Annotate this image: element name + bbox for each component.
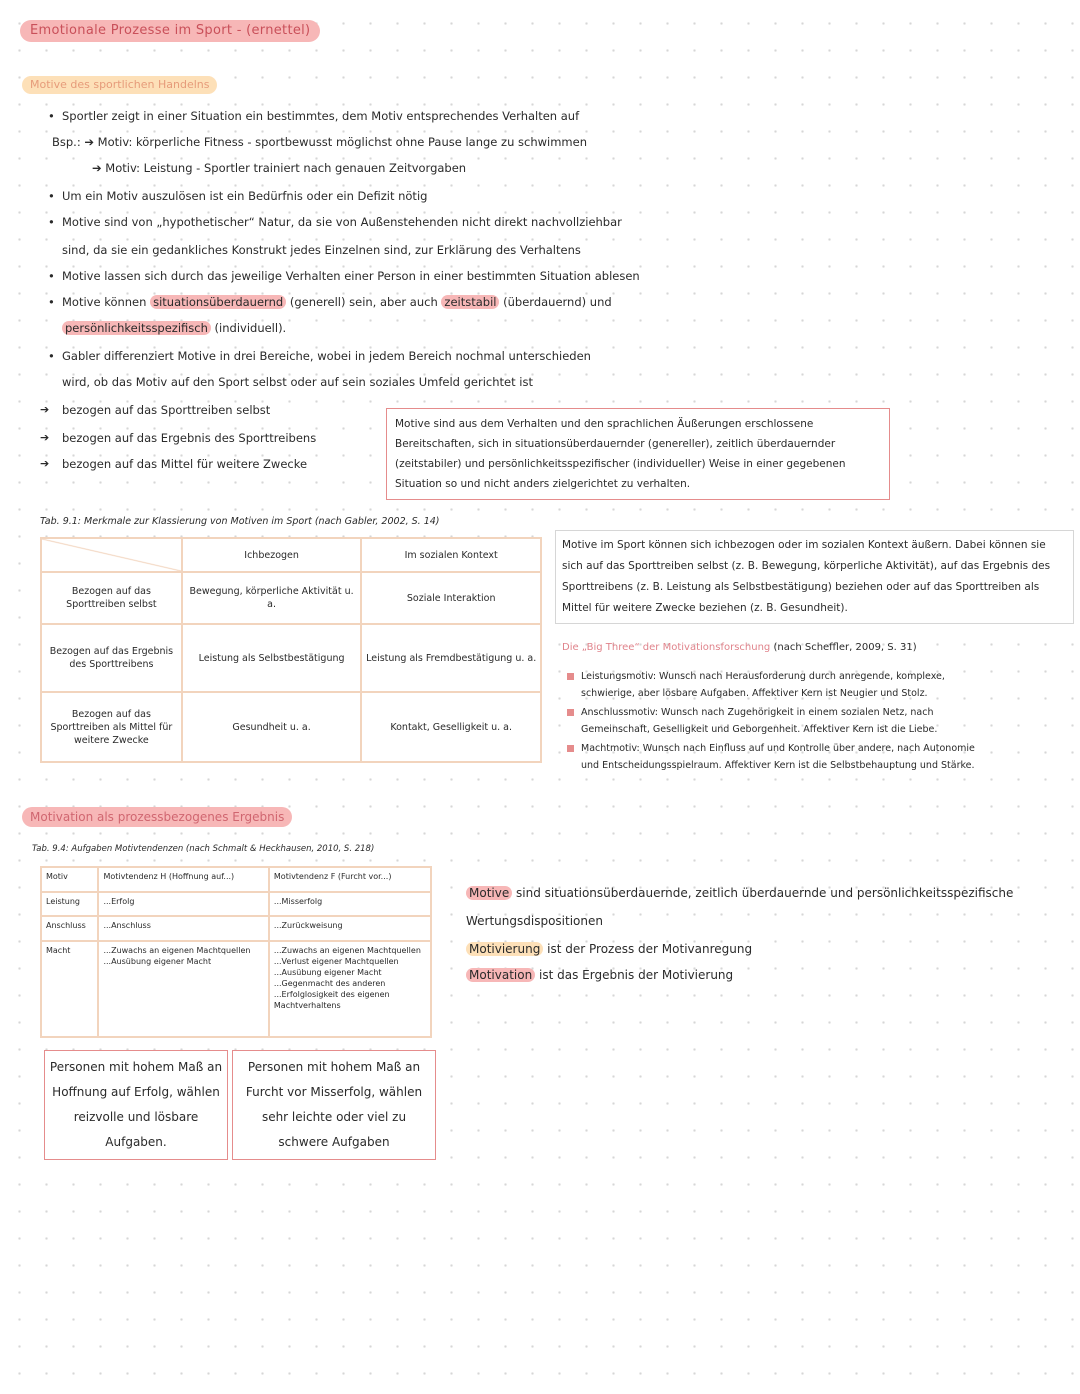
text: (überdauernd) und [503, 295, 612, 309]
big-three-item-leistung: Leistungsmotiv: Wunsch nach Herausforderung durch anregende, komplexe, schwierige, aber lösbare Aufgaben. Affektiver Kern ist Neugier und Stolz. [581, 668, 981, 702]
section-heading-motivation: Motivation als prozessbezogenes Ergebnis [22, 807, 292, 827]
table1-row-label: Bezogen auf das Sporttreiben selbst [41, 572, 182, 624]
term-motivierung: Motivierung [466, 942, 543, 956]
table2-header: Motivtendenz F (Furcht vor...) [269, 867, 431, 892]
example-label: Bsp.: [52, 135, 81, 149]
table1-corner-cell [41, 538, 182, 572]
table2-header: Motivtendenz H (Hoffnung auf...) [98, 867, 268, 892]
note-line: • Motive lassen sich durch das jeweilige Verhalten einer Person in einer bestimmten Situation ablesen [62, 268, 640, 284]
big-three-item-anschluss: Anschlussmotiv: Wunsch nach Zugehörigkeit in einem sozialen Netz, nach Gemeinschaft, Geselligkeit und Geborgenheit. Affektiver Kern ist die Liebe. [581, 704, 981, 738]
table2-motiv: Macht [41, 941, 98, 1037]
table1-caption: Tab. 9.1: Merkmale zur Klassierung von Motiven im Sport (nach Gabler, 2002, S. 14) [40, 516, 440, 527]
fear-of-failure-box: Personen mit hohem Maß an Furcht vor Misserfolg, wählen sehr leichte oder viel zu schwere Aufgaben [232, 1050, 436, 1160]
note-line [62, 294, 612, 310]
page-title: Emotionale Prozesse im Sport - (ernettel) [20, 20, 320, 42]
example-text: Motiv: körperliche Fitness - sportbewusst möglichst ohne Pause lange zu schwimmen [97, 135, 587, 149]
table2-motiv: Anschluss [41, 916, 98, 941]
table2-cell: ...Zuwachs an eigenen Machtquellen ...Verlust eigener Machtquellen ...Ausübung eigener Macht ...Gegenmacht des anderen ...Erfolglosigkeit des eigenen Machtverhaltens [269, 941, 431, 1037]
big-three-title: Die „Big Three“ der Motivationsforschung [562, 642, 771, 653]
table2-caption: Tab. 9.4: Aufgaben Motivtendenzen (nach Schmalt & Heckhausen, 2010, S. 218) [32, 844, 375, 854]
table2-cell: ...Erfolg [98, 892, 268, 917]
big-three-heading [562, 642, 917, 653]
term-motive: Motive [466, 886, 512, 900]
motive-definition-box: Motive sind aus dem Verhalten und den sprachlichen Äußerungen erschlossene Bereitschaften, sich in situationsüberdauernder (genereller), zeitlich überdauernder (zeitstabiler) und persönlichkeitsspezifischer (individueller) Weise in einer gegebenen Situation so und nicht anders zielgerichtet zu verhalten. [386, 408, 890, 500]
definition-motive-cont: Wertungsdispositionen [466, 914, 603, 928]
highlight-persoenlichkeitsspezifisch: persönlichkeitsspezifisch [62, 321, 211, 335]
table1-header: Ichbezogen [182, 538, 362, 572]
note-line [92, 160, 466, 176]
note-line: • Motive sind von „hypothetischer“ Natur, da sie von Außenstehenden nicht direkt nachvollziehbar [62, 214, 622, 230]
arrow-item: ➔ bezogen auf das Sporttreiben selbst [62, 402, 270, 418]
table1-cell: Kontakt, Geselligkeit u. a. [361, 692, 541, 762]
hope-of-success-box: Personen mit hohem Maß an Hoffnung auf Erfolg, wählen reizvolle und lösbare Aufgaben. [44, 1050, 228, 1160]
arrow-item: ➔ bezogen auf das Ergebnis des Sporttreibens [62, 430, 316, 446]
highlight-zeitstabil: zeitstabil [441, 295, 499, 309]
table2-cell: ...Zuwachs an eigenen Machtquellen ...Ausübung eigener Macht [98, 941, 268, 1037]
example-text: Motiv: Leistung - Sportler trainiert nach genauen Zeitvorgaben [105, 161, 467, 175]
highlight-situationsueberdauernd: situationsüberdauernd [150, 295, 286, 309]
arrow-item: ➔ bezogen auf das Mittel für weitere Zwecke [62, 456, 307, 472]
note-line: sind, da sie ein gedankliches Konstrukt jedes Einzelnen sind, zur Erklärung des Verhaltens [62, 243, 581, 257]
definition-motivierung [466, 940, 752, 958]
table1-cell: Soziale Interaktion [361, 572, 541, 624]
table1-header: Im sozialen Kontext [361, 538, 541, 572]
table2-header: Motiv [41, 867, 98, 892]
table1-cell: Leistung als Fremdbestätigung u. a. [361, 624, 541, 692]
table2-cell: ...Zurückweisung [269, 916, 431, 941]
definition-text: ist das Ergebnis der Motivierung [539, 968, 734, 982]
big-three-source: (nach Scheffler, 2009, S. 31) [773, 642, 917, 653]
table2-motiv: Leistung [41, 892, 98, 917]
text: (individuell). [214, 321, 287, 335]
big-three-item-macht: Machtmotiv: Wunsch nach Einfluss auf und Kontrolle über andere, nach Autonomie und Entscheidungsspielraum. Affektiver Kern ist die Selbstbehauptung und Stärke. [581, 740, 981, 774]
arrow-icon: ➔ [84, 135, 98, 149]
section-heading-motive: Motive des sportlichen Handelns [22, 76, 217, 94]
note-line: • Um ein Motiv auszulösen ist ein Bedürfnis oder ein Defizit nötig [62, 188, 427, 204]
note-line: • Gabler differenziert Motive in drei Bereiche, wobei in jedem Bereich nochmal unterschieden [62, 348, 591, 364]
table2-cell: ...Misserfolg [269, 892, 431, 917]
text: (generell) sein, aber auch [289, 295, 438, 309]
note-line-example [52, 134, 587, 150]
note-line: wird, ob das Motiv auf den Sport selbst oder auf sein soziales Umfeld gerichtet ist [62, 375, 533, 389]
note-line [62, 320, 286, 336]
note-line: • Sportler zeigt in einer Situation ein bestimmtes, dem Motiv entsprechendes Verhalten auf [62, 108, 579, 124]
table1-row-label: Bezogen auf das Sporttreiben als Mittel für weitere Zwecke [41, 692, 182, 762]
motive-tendencies-table [40, 866, 432, 1038]
arrow-icon: ➔ [92, 161, 106, 175]
term-motivation: Motivation [466, 968, 535, 982]
definition-motivation [466, 966, 733, 984]
text: Motive können [62, 295, 147, 309]
motive-context-info-box: Motive im Sport können sich ichbezogen oder im sozialen Kontext äußern. Dabei können sie sich auf das Sporttreiben selbst (z. B. Bewegung, körperliche Aktivität), auf das Ergebnis des Sporttreibens (z. B. Leistung als Selbstbestätigung) beziehen oder auf das Sporttreiben als Mittel für weitere Zwecke beziehen (z. B. Gesundheit). [555, 530, 1074, 624]
table1-cell: Gesundheit u. a. [182, 692, 362, 762]
table2-cell: ...Anschluss [98, 916, 268, 941]
table1-row-label: Bezogen auf das Ergebnis des Sporttreibens [41, 624, 182, 692]
definition-text: ist der Prozess der Motivanregung [547, 942, 753, 956]
motive-classification-table [40, 537, 542, 763]
definition-text: sind situationsüberdauernde, zeitlich überdauernde und persönlichkeitsspezifische [516, 886, 1014, 900]
definition-motive [466, 884, 1013, 902]
table1-cell: Bewegung, körperliche Aktivität u. a. [182, 572, 362, 624]
table1-cell: Leistung als Selbstbestätigung [182, 624, 362, 692]
